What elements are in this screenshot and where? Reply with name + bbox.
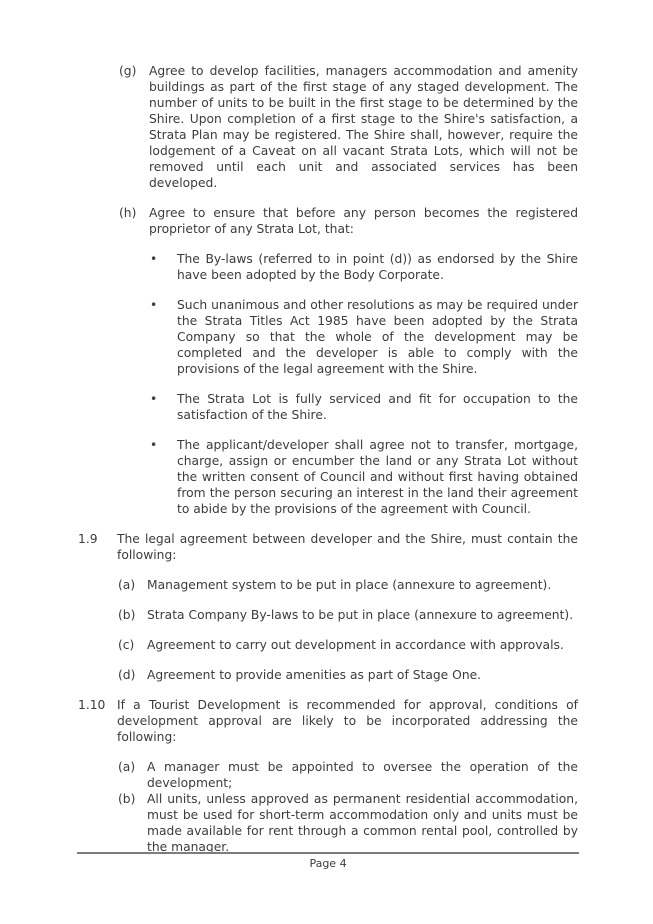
bullet-text: The applicant/developer shall agree not to transfer, mortgage, charge, assign or encumber the land or any Strata Lot without the written consent of Council and without first having obtained from the person securing an interest in the land their agreement to abide by the provisions of the agreement with Council.	[177, 438, 578, 516]
page-number: Page 4	[309, 857, 347, 870]
item-1-10-a	[78, 759, 578, 791]
item-label: (a)	[118, 760, 136, 774]
clause-label: (g)	[119, 64, 137, 78]
section-text: If a Tourist Development is recommended for approval, conditions of development approval are likely to be incorporated addressing the following:	[117, 698, 578, 744]
bullet-item-4	[78, 437, 578, 517]
bullet-marker: •	[150, 392, 158, 406]
clause-h	[78, 205, 578, 237]
item-label: (c)	[118, 638, 135, 652]
clause-text: Agree to develop facilities, managers accommodation and amenity buildings as part of the first stage of any staged development. The number of units to be built in the first stage to be determined by the Shire. Upon completion of a first stage to the Shire's satisfaction, a Strata Plan may be registered. The Shire shall, however, require the lodgement of a Caveat on all vacant Strata Lots, which will not be removed until each unit and associated services has been developed.	[149, 64, 578, 190]
bullet-marker: •	[150, 252, 158, 266]
bullet-item-3	[78, 391, 578, 423]
footer-rule	[77, 852, 579, 854]
item-text: Management system to be put in place (annexure to agreement).	[147, 578, 552, 592]
bullet-text: Such unanimous and other resolutions as may be required under the Strata Titles Act 1985 have been adopted by the Strata Company so that the whole of the development may be completed and the developer is able to comply with the provisions of the legal agreement with the Shire.	[177, 298, 578, 376]
section-number: 1.10	[78, 698, 106, 712]
section-number: 1.9	[78, 532, 98, 546]
bullet-text: The Strata Lot is fully serviced and fit for occupation to the satisfaction of the Shire.	[177, 392, 578, 422]
item-label: (d)	[118, 668, 136, 682]
item-text: All units, unless approved as permanent residential accommodation, must be used for short-term accommodation only and units must be made available for rent through a common rental pool, controlled by the manager.	[147, 792, 578, 854]
item-1-9-c	[78, 637, 578, 653]
clause-label: (h)	[119, 206, 137, 220]
item-text: Agreement to provide amenities as part of Stage One.	[147, 668, 482, 682]
bullet-item-2	[78, 297, 578, 377]
clause-text: Agree to ensure that before any person becomes the registered proprietor of any Strata Lot, that:	[149, 206, 578, 236]
section-1-10	[78, 697, 578, 745]
bullet-marker: •	[150, 298, 158, 312]
item-label: (b)	[118, 792, 136, 806]
item-1-9-a	[78, 577, 578, 593]
document-body	[78, 63, 578, 869]
item-1-9-b	[78, 607, 578, 623]
item-1-10-b	[78, 791, 578, 855]
item-text: Agreement to carry out development in accordance with approvals.	[147, 638, 564, 652]
bullet-marker: •	[150, 438, 158, 452]
clause-g	[78, 63, 578, 191]
section-text: The legal agreement between developer and the Shire, must contain the following:	[117, 532, 578, 562]
bullet-item-1	[78, 251, 578, 283]
bullet-text: The By-laws (referred to in point (d)) as endorsed by the Shire have been adopted by the Body Corporate.	[177, 252, 578, 282]
section-1-9	[78, 531, 578, 563]
item-text: Strata Company By-laws to be put in place (annexure to agreement).	[147, 608, 574, 622]
item-1-9-d	[78, 667, 578, 683]
item-text: A manager must be appointed to oversee the operation of the development;	[147, 760, 578, 790]
item-label: (b)	[118, 608, 136, 622]
item-label: (a)	[118, 578, 136, 592]
